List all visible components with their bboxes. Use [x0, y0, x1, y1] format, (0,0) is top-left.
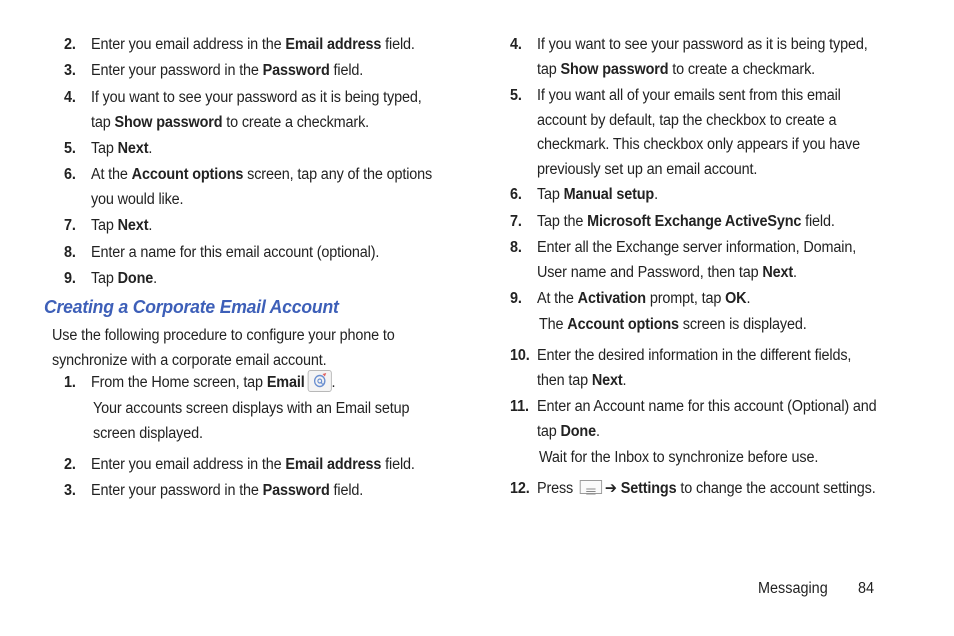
- footer-section-name: Messaging: [758, 580, 828, 597]
- intro-paragraph: Use the following procedure to configure your phone to synchronize with a corporate email account.: [52, 327, 395, 369]
- menu-key-icon: [580, 480, 602, 494]
- step-note: The Account options screen is displayed.: [539, 316, 807, 333]
- arrow-right-icon: ➔: [604, 480, 617, 497]
- email-app-icon: [307, 370, 331, 392]
- step-note: Wait for the Inbox to synchronize before use.: [539, 449, 819, 466]
- step-note: Your accounts screen displays with an Email setup screen displayed.: [93, 400, 410, 442]
- section-heading: Creating a Corporate Email Account: [44, 296, 339, 317]
- page-number: 84: [858, 580, 875, 597]
